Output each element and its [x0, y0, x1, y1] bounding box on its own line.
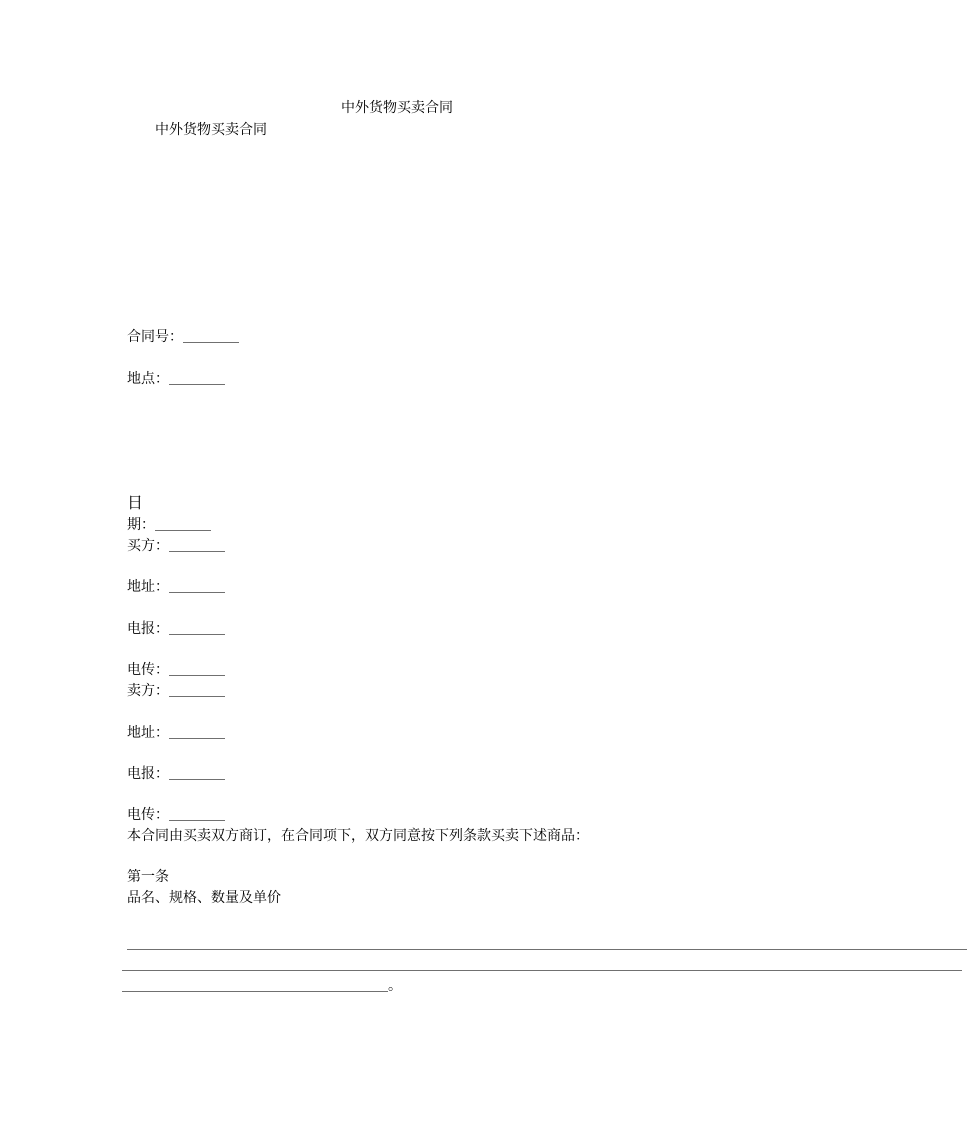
date-label-first-char: 日: [127, 493, 144, 512]
seller-fax-field: 电传：＿＿＿＿: [127, 807, 225, 823]
seller-field: 卖方：＿＿＿＿: [127, 683, 225, 699]
place-field: 地点：＿＿＿＿: [127, 371, 225, 387]
blank-fill-line-3: ＿＿＿＿＿＿＿＿＿＿＿＿＿＿＿＿＿＿＿。: [122, 978, 402, 994]
seller-telegram-field: 电报：＿＿＿＿: [127, 766, 225, 782]
header-title: 中外货物买卖合同: [341, 100, 453, 116]
contract-number-field: 合同号：＿＿＿＿: [127, 329, 239, 345]
buyer-fax-field: 电传：＿＿＿＿: [127, 662, 225, 678]
buyer-field: 买方：＿＿＿＿: [127, 538, 225, 554]
blank-fill-line-1: ＿＿＿＿＿＿＿＿＿＿＿＿＿＿＿＿＿＿＿＿＿＿＿＿＿＿＿＿＿＿＿＿＿＿＿＿＿＿＿＿＿＿＿＿＿＿＿＿＿＿＿＿＿＿＿＿＿＿＿＿: [127, 936, 967, 952]
contract-intro: 本合同由买卖双方商订，在合同项下，双方同意按下列条款买卖下述商品：: [127, 828, 589, 844]
blank-fill-line-2: ＿＿＿＿＿＿＿＿＿＿＿＿＿＿＿＿＿＿＿＿＿＿＿＿＿＿＿＿＿＿＿＿＿＿＿＿＿＿＿＿＿＿＿＿＿＿＿＿＿＿＿＿＿＿＿＿＿＿＿＿: [122, 957, 962, 973]
date-field: 期：＿＿＿＿: [127, 517, 211, 533]
document-subtitle: 中外货物买卖合同: [155, 122, 267, 138]
article-1-title: 第一条: [127, 869, 169, 885]
buyer-telegram-field: 电报：＿＿＿＿: [127, 621, 225, 637]
seller-address-field: 地址：＿＿＿＿: [127, 725, 225, 741]
buyer-address-field: 地址：＿＿＿＿: [127, 579, 225, 595]
article-1-subject: 品名、规格、数量及单价: [127, 890, 281, 906]
